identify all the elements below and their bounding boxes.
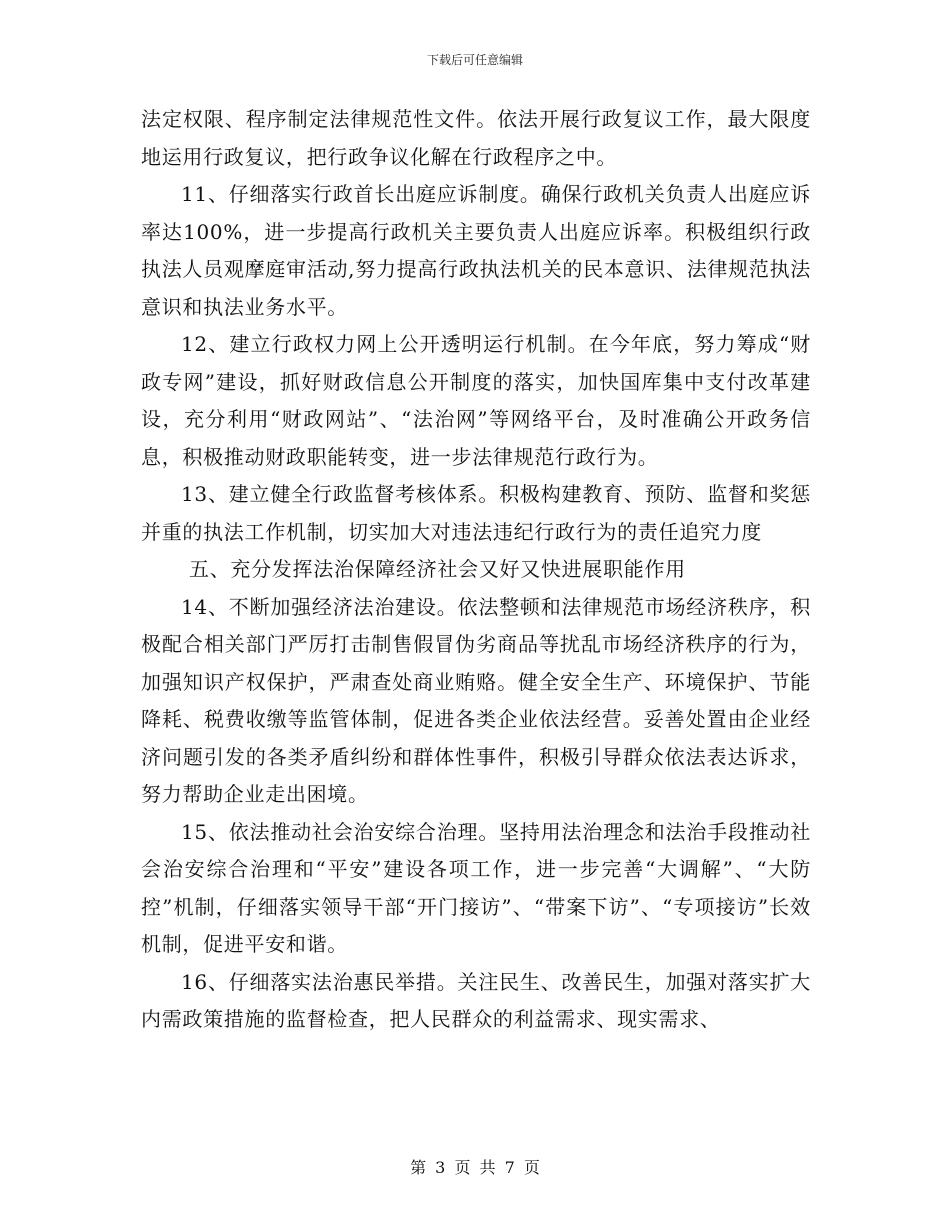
paragraph-item-12: 12、建立行政权力网上公开透明运行机制。在今年底，努力筹成“财政专网”建设，抓好财政信息公开制度的落实，加快国库集中支付改革建设，充分利用“财政网站”、“法治网”等网络平台，及时准确公开政务信息，积极推动财政职能转变，进一步法律规范行政行为。 (141, 332, 811, 469)
page-number: 第 3 页 共 7 页 (410, 1158, 540, 1177)
paragraph-item-14: 14、不断加强经济法治建设。依法整顿和法律规范市场经济秩序，积极配合相关部门严厉打击制售假冒伪劣商品等扰乱市场经济秩序的行为，加强知识产权保护，严肃查处商业贿赂。健全安全生产、环境保护、节能降耗、税费收缴等监管体制，促进各类企业依法经营。妥善处置由企业经济问题引发的各类矛盾纠纷和群体性事件，积极引导群众依法表达诉求，努力帮助企业走出困境。 (141, 594, 811, 806)
paragraph-continuation: 法定权限、程序制定法律规范性文件。依法开展行政复议工作，最大限度地运用行政复议，把行政争议化解在行政程序之中。 (141, 107, 811, 169)
section-heading-5: 五、充分发挥法治保障经济社会又好又快进展职能作用 (189, 557, 686, 581)
document-body (141, 101, 811, 1039)
page-header: 下载后可任意编辑 (426, 53, 523, 67)
paragraph-item-16: 16、仔细落实法治惠民举措。关注民生、改善民生，加强对落实扩大内需政策措施的监督检查，把人民群众的利益需求、现实需求、 (141, 969, 811, 1031)
paragraph-item-15: 15、依法推动社会治安综合治理。坚持用法治理念和法治手段推动社会治安综合治理和“平安”建设各项工作，进一步完善“大调解”、“大防控”机制，仔细落实领导干部“开门接访”、“带案下访”、“专项接访”长效机制，促进平安和谐。 (141, 819, 811, 956)
paragraph-item-11: 11、仔细落实行政首长出庭应诉制度。确保行政机关负责人出庭应诉率达100%，进一步提高行政机关主要负责人出庭应诉率。积极组织行政执法人员观摩庭审活动,努力提高行政执法机关的民本意识、法律规范执法意识和执法业务水平。 (141, 182, 811, 319)
paragraph-item-13: 13、建立健全行政监督考核体系。积极构建教育、预防、监督和奖惩并重的执法工作机制，切实加大对违法违纪行政行为的责任追究力度 (141, 482, 811, 544)
